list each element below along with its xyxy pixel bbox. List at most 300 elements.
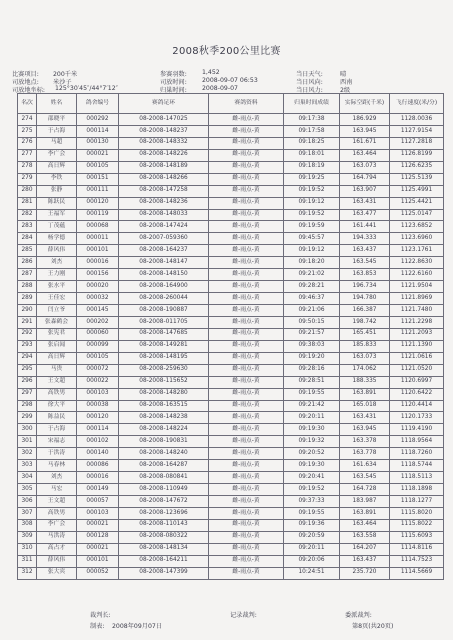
cell-arrival: 09:28:21 xyxy=(284,281,340,293)
cell-speed: 1120.6997 xyxy=(390,376,444,388)
cell-ring: 08-2008-011705 xyxy=(119,316,209,328)
table-row xyxy=(18,293,444,305)
cell-speed: 1114.8116 xyxy=(390,543,444,555)
cell-color: 雌-雨点-黄 xyxy=(209,221,284,233)
cell-speed: 1128.0036 xyxy=(390,114,444,126)
col-loft-header: 鸽舍编号 xyxy=(77,94,119,114)
cell-arrival: 09:20:59 xyxy=(284,531,340,543)
cell-name: 宋福志 xyxy=(37,436,77,448)
cell-name: 丁茂蕴 xyxy=(37,221,77,233)
cell-color: 雌-雨点-黄 xyxy=(209,257,284,269)
cell-distance: 165.451 xyxy=(340,328,390,340)
cell-arrival: 09:19:52 xyxy=(284,209,340,221)
cell-arrival: 09:19:30 xyxy=(284,424,340,436)
table-header-row xyxy=(18,94,444,114)
race-item-value: 200千米 xyxy=(53,71,78,78)
cell-name: 陈益民 xyxy=(37,412,77,424)
cell-rank: 305 xyxy=(18,484,37,496)
cell-loft: 000068 xyxy=(77,221,119,233)
cell-speed: 1115.8022 xyxy=(390,519,444,531)
col-name-header: 姓名 xyxy=(37,94,77,114)
cell-distance: 163.437 xyxy=(340,555,390,567)
cell-name: 薛风伟 xyxy=(37,245,77,257)
table-row xyxy=(18,424,444,436)
cell-speed: 1121.1390 xyxy=(390,340,444,352)
cell-loft: 000111 xyxy=(77,185,119,197)
cell-ring: 08-2007-059360 xyxy=(119,233,209,245)
cell-distance: 161.441 xyxy=(340,221,390,233)
cell-ring: 08-2008-260044 xyxy=(119,293,209,305)
cell-ring: 08-2008-148150 xyxy=(119,269,209,281)
cell-distance: 165.018 xyxy=(340,400,390,412)
release-place-value: 米沙子 xyxy=(53,79,72,86)
cell-loft: 000120 xyxy=(77,197,119,209)
cell-loft: 000202 xyxy=(77,316,119,328)
cell-color: 雌-雨点-黄 xyxy=(209,305,284,317)
cell-color: 雌-雨点-黄 xyxy=(209,567,284,579)
cell-color: 雌-雨点-黄 xyxy=(209,507,284,519)
cell-rank: 300 xyxy=(18,424,37,436)
cell-name: 李广会 xyxy=(37,149,77,161)
cell-rank: 277 xyxy=(18,149,37,161)
cell-loft: 000060 xyxy=(77,328,119,340)
cell-color: 雌-雨点-黄 xyxy=(209,496,284,508)
cell-color: 雌-雨点-黄 xyxy=(209,233,284,245)
cell-arrival: 09:19:30 xyxy=(284,460,340,472)
cell-arrival: 09:46:37 xyxy=(284,293,340,305)
table-row xyxy=(18,161,444,173)
cell-arrival: 10:24:51 xyxy=(284,567,340,579)
cell-rank: 312 xyxy=(18,567,37,579)
cell-color: 雌-雨点-黄 xyxy=(209,137,284,149)
cell-color: 雌-雨点-黄 xyxy=(209,269,284,281)
cell-arrival: 09:20:11 xyxy=(284,543,340,555)
table-row xyxy=(18,496,444,508)
cell-ring: 08-2008-149281 xyxy=(119,340,209,352)
cell-speed: 1122.8630 xyxy=(390,257,444,269)
cell-name: 马超 xyxy=(37,137,77,149)
cell-speed: 1120.6422 xyxy=(390,388,444,400)
cell-color: 雌-雨点-黄 xyxy=(209,531,284,543)
entries-label: 参赛羽数: xyxy=(160,71,187,78)
cell-color: 雌-雨点-黄 xyxy=(209,281,284,293)
cell-speed: 1121.8969 xyxy=(390,293,444,305)
recorder-label: 记录裁判: xyxy=(230,612,257,619)
cell-name: 徐大平 xyxy=(37,400,77,412)
cell-color: 雌-雨点-黄 xyxy=(209,519,284,531)
cell-rank: 298 xyxy=(18,400,37,412)
cell-distance: 196.734 xyxy=(340,281,390,293)
cell-ring: 08-2008-148280 xyxy=(119,388,209,400)
release-time-label: 司放时间: xyxy=(160,79,187,86)
cell-distance: 166.387 xyxy=(340,305,390,317)
cell-distance: 163.907 xyxy=(340,185,390,197)
cell-speed: 1118.1898 xyxy=(390,484,444,496)
cell-name: 陈跃民 xyxy=(37,197,77,209)
cell-color: 雌-雨点-黄 xyxy=(209,316,284,328)
table-row xyxy=(18,448,444,460)
table-row xyxy=(18,531,444,543)
cell-ring: 08-2008-147399 xyxy=(119,567,209,579)
cell-distance: 163.778 xyxy=(340,448,390,460)
cell-arrival: 09:21:42 xyxy=(284,400,340,412)
cell-ring: 08-2008-147424 xyxy=(119,221,209,233)
cell-ring: 08-2008-147672 xyxy=(119,496,209,508)
table-row xyxy=(18,233,444,245)
wind-label: 当日风向: xyxy=(296,79,323,86)
cell-loft: 000101 xyxy=(77,245,119,257)
cell-color: 雌-雨点-黄 xyxy=(209,185,284,197)
cell-ring: 08-2008-115652 xyxy=(119,376,209,388)
release-coords-value: 125°30′45″/44°7′12″ xyxy=(55,85,118,92)
cell-arrival: 09:17:38 xyxy=(284,114,340,126)
cell-ring: 08-2008-148189 xyxy=(119,161,209,173)
cell-color: 雌-雨点-黄 xyxy=(209,460,284,472)
cell-distance: 163.545 xyxy=(340,472,390,484)
cell-rank: 291 xyxy=(18,316,37,328)
cell-distance: 163.545 xyxy=(340,257,390,269)
cell-rank: 302 xyxy=(18,448,37,460)
cell-ring: 08-2008-080322 xyxy=(119,531,209,543)
cell-ring: 08-2008-148226 xyxy=(119,149,209,161)
cell-arrival: 09:19:12 xyxy=(284,197,340,209)
page-info: 第8页(共20页) xyxy=(352,623,394,630)
cell-ring: 08-2008-147025 xyxy=(119,114,209,126)
cell-arrival: 09:18:19 xyxy=(284,161,340,173)
table-row xyxy=(18,245,444,257)
cell-speed: 1115.6093 xyxy=(390,531,444,543)
cell-color: 雌-雨点-黄 xyxy=(209,293,284,305)
cell-loft: 000021 xyxy=(77,519,119,531)
cell-rank: 306 xyxy=(18,496,37,508)
cell-rank: 296 xyxy=(18,376,37,388)
table-row xyxy=(18,197,444,209)
cell-ring: 08-2008-163515 xyxy=(119,400,209,412)
cell-arrival: 09:21:06 xyxy=(284,305,340,317)
cell-loft: 000128 xyxy=(77,531,119,543)
cell-ring: 08-2008-147258 xyxy=(119,185,209,197)
cell-name: 王佳宏 xyxy=(37,293,77,305)
table-row xyxy=(18,269,444,281)
cell-name: 张启闻 xyxy=(37,340,77,352)
cell-ring: 08-2008-148332 xyxy=(119,137,209,149)
cell-distance: 163.378 xyxy=(340,436,390,448)
wind-force-label: 当日风力: xyxy=(296,87,323,94)
table-row xyxy=(18,221,444,233)
cell-loft: 000105 xyxy=(77,161,119,173)
cell-loft: 000114 xyxy=(77,125,119,137)
cell-arrival: 09:28:51 xyxy=(284,376,340,388)
cell-arrival: 09:19:20 xyxy=(284,352,340,364)
cell-speed: 1115.8020 xyxy=(390,507,444,519)
cell-color: 雌-雨点-黄 xyxy=(209,149,284,161)
table-row xyxy=(18,328,444,340)
cell-arrival: 09:19:32 xyxy=(284,436,340,448)
cell-ring: 08-2008-080841 xyxy=(119,472,209,484)
cell-distance: 163.464 xyxy=(340,519,390,531)
cell-distance: 183.987 xyxy=(340,496,390,508)
cell-rank: 282 xyxy=(18,209,37,221)
cell-distance: 163.073 xyxy=(340,161,390,173)
cell-rank: 276 xyxy=(18,137,37,149)
cell-name: 马贵 xyxy=(37,364,77,376)
cell-rank: 293 xyxy=(18,340,37,352)
cell-distance: 161.634 xyxy=(340,460,390,472)
cell-speed: 1121.2093 xyxy=(390,328,444,340)
cell-name: 马宏 xyxy=(37,484,77,496)
cell-color: 雌-雨点-黄 xyxy=(209,388,284,400)
cell-loft: 000057 xyxy=(77,496,119,508)
cell-name: 高铁男 xyxy=(37,507,77,519)
table-row xyxy=(18,137,444,149)
cell-loft: 000114 xyxy=(77,424,119,436)
cell-loft: 000011 xyxy=(77,233,119,245)
cell-loft: 000101 xyxy=(77,555,119,567)
table-row xyxy=(18,519,444,531)
cell-speed: 1123.6852 xyxy=(390,221,444,233)
cell-color: 雌-雨点-黄 xyxy=(209,328,284,340)
table-row xyxy=(18,376,444,388)
cell-color: 雌-雨点-黄 xyxy=(209,376,284,388)
cell-loft: 000086 xyxy=(77,460,119,472)
cell-distance: 163.945 xyxy=(340,424,390,436)
cell-distance: 163.431 xyxy=(340,412,390,424)
cell-color: 雌-雨点-黄 xyxy=(209,125,284,137)
cell-arrival: 09:19:55 xyxy=(284,388,340,400)
cell-rank: 307 xyxy=(18,507,37,519)
cell-name: 杨学德 xyxy=(37,233,77,245)
cell-speed: 1125.4991 xyxy=(390,185,444,197)
cell-loft: 000032 xyxy=(77,293,119,305)
cell-name: 高占才 xyxy=(37,543,77,555)
cell-loft: 000016 xyxy=(77,472,119,484)
cell-distance: 163.073 xyxy=(340,352,390,364)
table-row xyxy=(18,281,444,293)
committee-label: 委派裁判: xyxy=(345,612,372,619)
cell-speed: 1118.5744 xyxy=(390,460,444,472)
cell-arrival: 09:19:52 xyxy=(284,484,340,496)
cell-speed: 1125.0147 xyxy=(390,209,444,221)
cell-arrival: 09:45:57 xyxy=(284,233,340,245)
cell-name: 张森鹤会 xyxy=(37,316,77,328)
cell-ring: 08-2008-259630 xyxy=(119,364,209,376)
cell-arrival: 09:19:59 xyxy=(284,221,340,233)
cell-speed: 1118.5113 xyxy=(390,472,444,484)
cell-distance: 194.780 xyxy=(340,293,390,305)
cell-speed: 1119.4190 xyxy=(390,424,444,436)
cell-arrival: 09:21:57 xyxy=(284,328,340,340)
cell-color: 雌-雨点-黄 xyxy=(209,173,284,185)
cell-rank: 301 xyxy=(18,436,37,448)
cell-rank: 274 xyxy=(18,114,37,126)
cell-ring: 08-2008-148238 xyxy=(119,412,209,424)
cell-rank: 297 xyxy=(18,388,37,400)
cell-speed: 1114.7523 xyxy=(390,555,444,567)
page-title: 2008秋季200公里比赛 xyxy=(172,46,281,57)
return-date-label: 归巢时间: xyxy=(160,87,187,94)
race-item-label: 比赛项目: xyxy=(12,71,39,78)
cell-ring: 08-2008-190831 xyxy=(119,436,209,448)
cell-rank: 283 xyxy=(18,221,37,233)
cell-distance: 163.558 xyxy=(340,531,390,543)
table-row xyxy=(18,173,444,185)
cell-distance: 164.728 xyxy=(340,484,390,496)
cell-name: 刘杰 xyxy=(37,257,77,269)
cell-loft: 000021 xyxy=(77,149,119,161)
cell-color: 雌-雨点-黄 xyxy=(209,543,284,555)
made-label: 制表: xyxy=(90,623,105,630)
release-coords-label: 司放地坐标: xyxy=(12,87,46,94)
cell-rank: 299 xyxy=(18,412,37,424)
cell-distance: 164.794 xyxy=(340,173,390,185)
cell-ring: 08-2008-164211 xyxy=(119,555,209,567)
cell-name: 高日辉 xyxy=(37,161,77,173)
cell-color: 雌-雨点-黄 xyxy=(209,209,284,221)
cell-rank: 285 xyxy=(18,245,37,257)
cell-rank: 287 xyxy=(18,269,37,281)
table-row xyxy=(18,316,444,328)
made-date: 2008年09月07日 xyxy=(112,623,163,630)
cell-loft: 000038 xyxy=(77,400,119,412)
table-row xyxy=(18,352,444,364)
cell-name: 王文超 xyxy=(37,376,77,388)
col-ring-header: 赛鸽足环 xyxy=(119,94,209,114)
cell-speed: 1123.6960 xyxy=(390,233,444,245)
table-row xyxy=(18,543,444,555)
results-table xyxy=(17,93,444,580)
cell-loft: 000103 xyxy=(77,388,119,400)
cell-rank: 278 xyxy=(18,161,37,173)
cell-color: 雌-雨点-黄 xyxy=(209,448,284,460)
cell-rank: 292 xyxy=(18,328,37,340)
cell-ring: 08-2008-148236 xyxy=(119,197,209,209)
table-row xyxy=(18,484,444,496)
cell-speed: 1114.5669 xyxy=(390,567,444,579)
cell-ring: 08-2008-148266 xyxy=(119,173,209,185)
table-row xyxy=(18,412,444,424)
cell-arrival: 09:19:36 xyxy=(284,519,340,531)
cell-ring: 08-2008-164237 xyxy=(119,245,209,257)
cell-color: 雌-雨点-黄 xyxy=(209,412,284,424)
cell-color: 雌-雨点-黄 xyxy=(209,484,284,496)
cell-arrival: 09:21:02 xyxy=(284,269,340,281)
cell-arrival: 09:19:25 xyxy=(284,173,340,185)
cell-rank: 303 xyxy=(18,460,37,472)
cell-name: 王福军 xyxy=(37,209,77,221)
return-date-value: 2008-09-07 xyxy=(202,85,238,92)
cell-arrival: 09:20:06 xyxy=(284,555,340,567)
cell-speed: 1125.5139 xyxy=(390,173,444,185)
cell-rank: 308 xyxy=(18,519,37,531)
cell-loft: 000021 xyxy=(77,543,119,555)
cell-speed: 1127.9154 xyxy=(390,125,444,137)
cell-distance: 235.720 xyxy=(340,567,390,579)
table-row xyxy=(18,257,444,269)
cell-ring: 08-2008-148033 xyxy=(119,209,209,221)
cell-name: 马春林 xyxy=(37,460,77,472)
table-row xyxy=(18,149,444,161)
cell-distance: 163.853 xyxy=(340,269,390,281)
entries-value: 1,452 xyxy=(202,69,220,76)
table-row xyxy=(18,388,444,400)
cell-arrival: 09:50:15 xyxy=(284,316,340,328)
cell-name: 李广会 xyxy=(37,519,77,531)
cell-distance: 163.477 xyxy=(340,209,390,221)
release-time-value: 2008-09-07 06:53 xyxy=(202,77,258,84)
cell-ring: 08-2008-190887 xyxy=(119,305,209,317)
cell-loft: 000292 xyxy=(77,114,119,126)
cell-loft: 000145 xyxy=(77,305,119,317)
cell-rank: 304 xyxy=(18,472,37,484)
cell-name: 王力刚 xyxy=(37,269,77,281)
cell-name: 于洪涛 xyxy=(37,448,77,460)
cell-rank: 311 xyxy=(18,555,37,567)
cell-ring: 08-2008-110143 xyxy=(119,519,209,531)
table-row xyxy=(18,400,444,412)
cell-speed: 1118.9564 xyxy=(390,436,444,448)
cell-arrival: 09:20:41 xyxy=(284,472,340,484)
table-row xyxy=(18,125,444,137)
cell-distance: 174.062 xyxy=(340,364,390,376)
cell-rank: 310 xyxy=(18,543,37,555)
cell-ring: 08-2008-148195 xyxy=(119,352,209,364)
cell-ring: 08-2008-148134 xyxy=(119,543,209,555)
cell-rank: 284 xyxy=(18,233,37,245)
cell-color: 雌-雨点-黄 xyxy=(209,340,284,352)
cell-loft: 000120 xyxy=(77,412,119,424)
wind-force-value: 2级 xyxy=(340,87,351,94)
cell-distance: 163.891 xyxy=(340,388,390,400)
cell-loft: 000099 xyxy=(77,340,119,352)
cell-color: 雌-雨点-黄 xyxy=(209,555,284,567)
cell-arrival: 09:19:52 xyxy=(284,185,340,197)
cell-speed: 1127.2818 xyxy=(390,137,444,149)
table-row xyxy=(18,340,444,352)
cell-name: 薛风伟 xyxy=(37,555,77,567)
table-row xyxy=(18,460,444,472)
cell-speed: 1121.7480 xyxy=(390,305,444,317)
cell-distance: 163.437 xyxy=(340,245,390,257)
cell-name: 刘杰 xyxy=(37,472,77,484)
cell-distance: 163.891 xyxy=(340,507,390,519)
cell-name: 于占海 xyxy=(37,125,77,137)
cell-ring: 08-2008-164900 xyxy=(119,281,209,293)
cell-ring: 08-2008-148224 xyxy=(119,424,209,436)
cell-loft: 000016 xyxy=(77,257,119,269)
cell-loft: 000072 xyxy=(77,364,119,376)
table-row xyxy=(18,472,444,484)
cell-rank: 280 xyxy=(18,185,37,197)
cell-rank: 290 xyxy=(18,305,37,317)
cell-distance: 186.929 xyxy=(340,114,390,126)
table-row xyxy=(18,305,444,317)
cell-distance: 163.431 xyxy=(340,197,390,209)
table-body xyxy=(18,114,444,580)
cell-arrival: 09:18:25 xyxy=(284,137,340,149)
col-arrival-header: 归巢时间成绩 xyxy=(284,94,340,114)
cell-color: 雌-雨点-黄 xyxy=(209,436,284,448)
cell-distance: 164.207 xyxy=(340,543,390,555)
table-row xyxy=(18,185,444,197)
cell-name: 高日辉 xyxy=(37,352,77,364)
cell-loft: 000102 xyxy=(77,436,119,448)
cell-name: 张宪君 xyxy=(37,328,77,340)
cell-speed: 1120.4414 xyxy=(390,400,444,412)
cell-ring: 08-2008-148147 xyxy=(119,257,209,269)
cell-speed: 1121.9504 xyxy=(390,281,444,293)
cell-speed: 1118.1277 xyxy=(390,496,444,508)
cell-arrival: 09:19:12 xyxy=(284,245,340,257)
